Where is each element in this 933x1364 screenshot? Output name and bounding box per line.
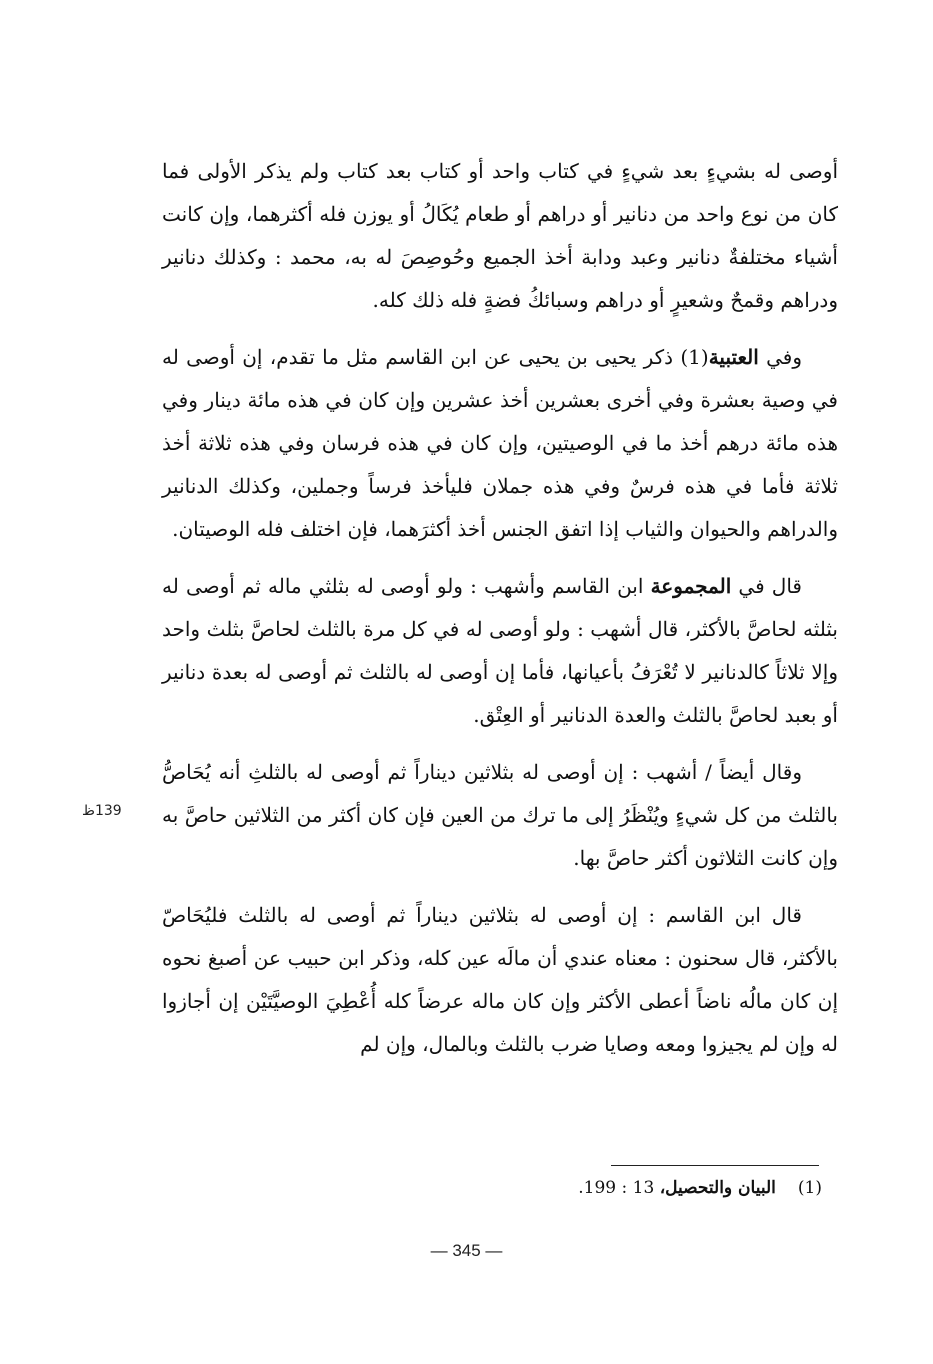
page-number: — 345 — bbox=[430, 1241, 503, 1260]
footnote-divider bbox=[611, 1165, 819, 1166]
paragraph-1 bbox=[162, 150, 838, 322]
paragraph-3 bbox=[162, 565, 838, 737]
main-text bbox=[162, 150, 838, 1080]
source-title: المجموعة bbox=[650, 574, 732, 598]
paragraph-text: (1) ذكر يحيى بن يحيى عن ابن القاسم مثل ما تقدم، إن أوصى له في وصية بعشرة وفي أخرى بعشرين أخذ عشرين وإن كان في هذه مائة دينار وفي هذه مائة درهم أخذ ما في الوصيتين، وإن كان في هذه فرسان وفي هذه ثلاثة أخذ ثلاثة فأما في هذه فرسٌ وفي هذه جملان فليأخذ فرساً وجملين، وكذلك الدنانير والدراهم والحيوان والثياب إذا اتفق الجنس أخذ أكثرَهما، فإن اختلف فله الوصيتان. bbox=[162, 345, 838, 541]
paragraph-text: ابن القاسم وأشهب : ولو أوصى له بثلثي ماله ثم أوصى له بثلثه لحاصَّ بالأكثر، قال أشهب : ولو أوصى له في كل مرة بالثلث لحاصَّ بثلث واحد وإلا ثلاثاً كالدنانير لا تُعْرَفُ بأعيانها، فأما إن أوصى له بالثلث ثم أوصى له بعدة دنانير أو بعبد لحاصَّ بالثلث والعدة الدنانير أو العِتْق. bbox=[162, 574, 839, 727]
footnote-reference: 13 : 199. bbox=[578, 1178, 660, 1198]
paragraph-text: وقال أيضاً / أشهب : إن أوصى له بثلاثين ديناراً ثم أوصى له بالثلثِ أنه يُحَاصُّ بالثلث من كل شيءٍ ويُنْظَرُ إلى ما ترك من العين فإن كان أكثر من الثلاثين حاصَّ به وإن كانت الثلاثون أكثر حاصَّ بها. bbox=[162, 760, 838, 870]
paragraph-text: أوصى له بشيءٍ بعد شيءٍ في كتاب واحد أو كتاب بعد كتاب ولم يذكر الأولى فما كان من نوع واحد من دنانير أو دراهم أو طعام يُكَالُ أو يوزن فله أكثرهما، وإن كانت أشياء مختلفةٌ دنانير وعبد ودابة أخذ الجميع وحُوصِصَ له به، محمد : وكذلك دنانير ودراهم وقمحٌ وشعيرٍ أو دراهم وسبائكُ فضةٍ فله ذلك كله. bbox=[162, 159, 838, 312]
source-title: العتبية bbox=[708, 345, 759, 369]
footnote-number: (1) bbox=[797, 1178, 822, 1198]
footnote bbox=[420, 1178, 822, 1198]
paragraph-text: قال في bbox=[731, 574, 802, 598]
footnote-title: البيان والتحصيل، bbox=[659, 1178, 776, 1198]
folio-marker: 139ظ bbox=[82, 803, 122, 819]
paragraph-text: وفي bbox=[758, 345, 802, 369]
paragraph-text: قال ابن القاسم : إن أوصى له بثلاثين ديناراً ثم أوصى له بالثلث فليُحَاصّ بالأكثر، قال سحنون : معناه عندي أن مالَه عين كله، وذكر ابن حبيب عن أصبغ نحوه إن كان مالُه ناضاً أعطى الأكثر وإن كان ماله عرضاً كله أُعْطِيَ الوصيَّتَيْن إن أجازوا له وإن لم يجيزوا ومعه وصايا ضرب بالثلث وبالمال، وإن لم bbox=[162, 903, 838, 1056]
paragraph-2 bbox=[162, 336, 838, 551]
paragraph-5 bbox=[162, 894, 838, 1066]
paragraph-4 bbox=[162, 751, 838, 880]
